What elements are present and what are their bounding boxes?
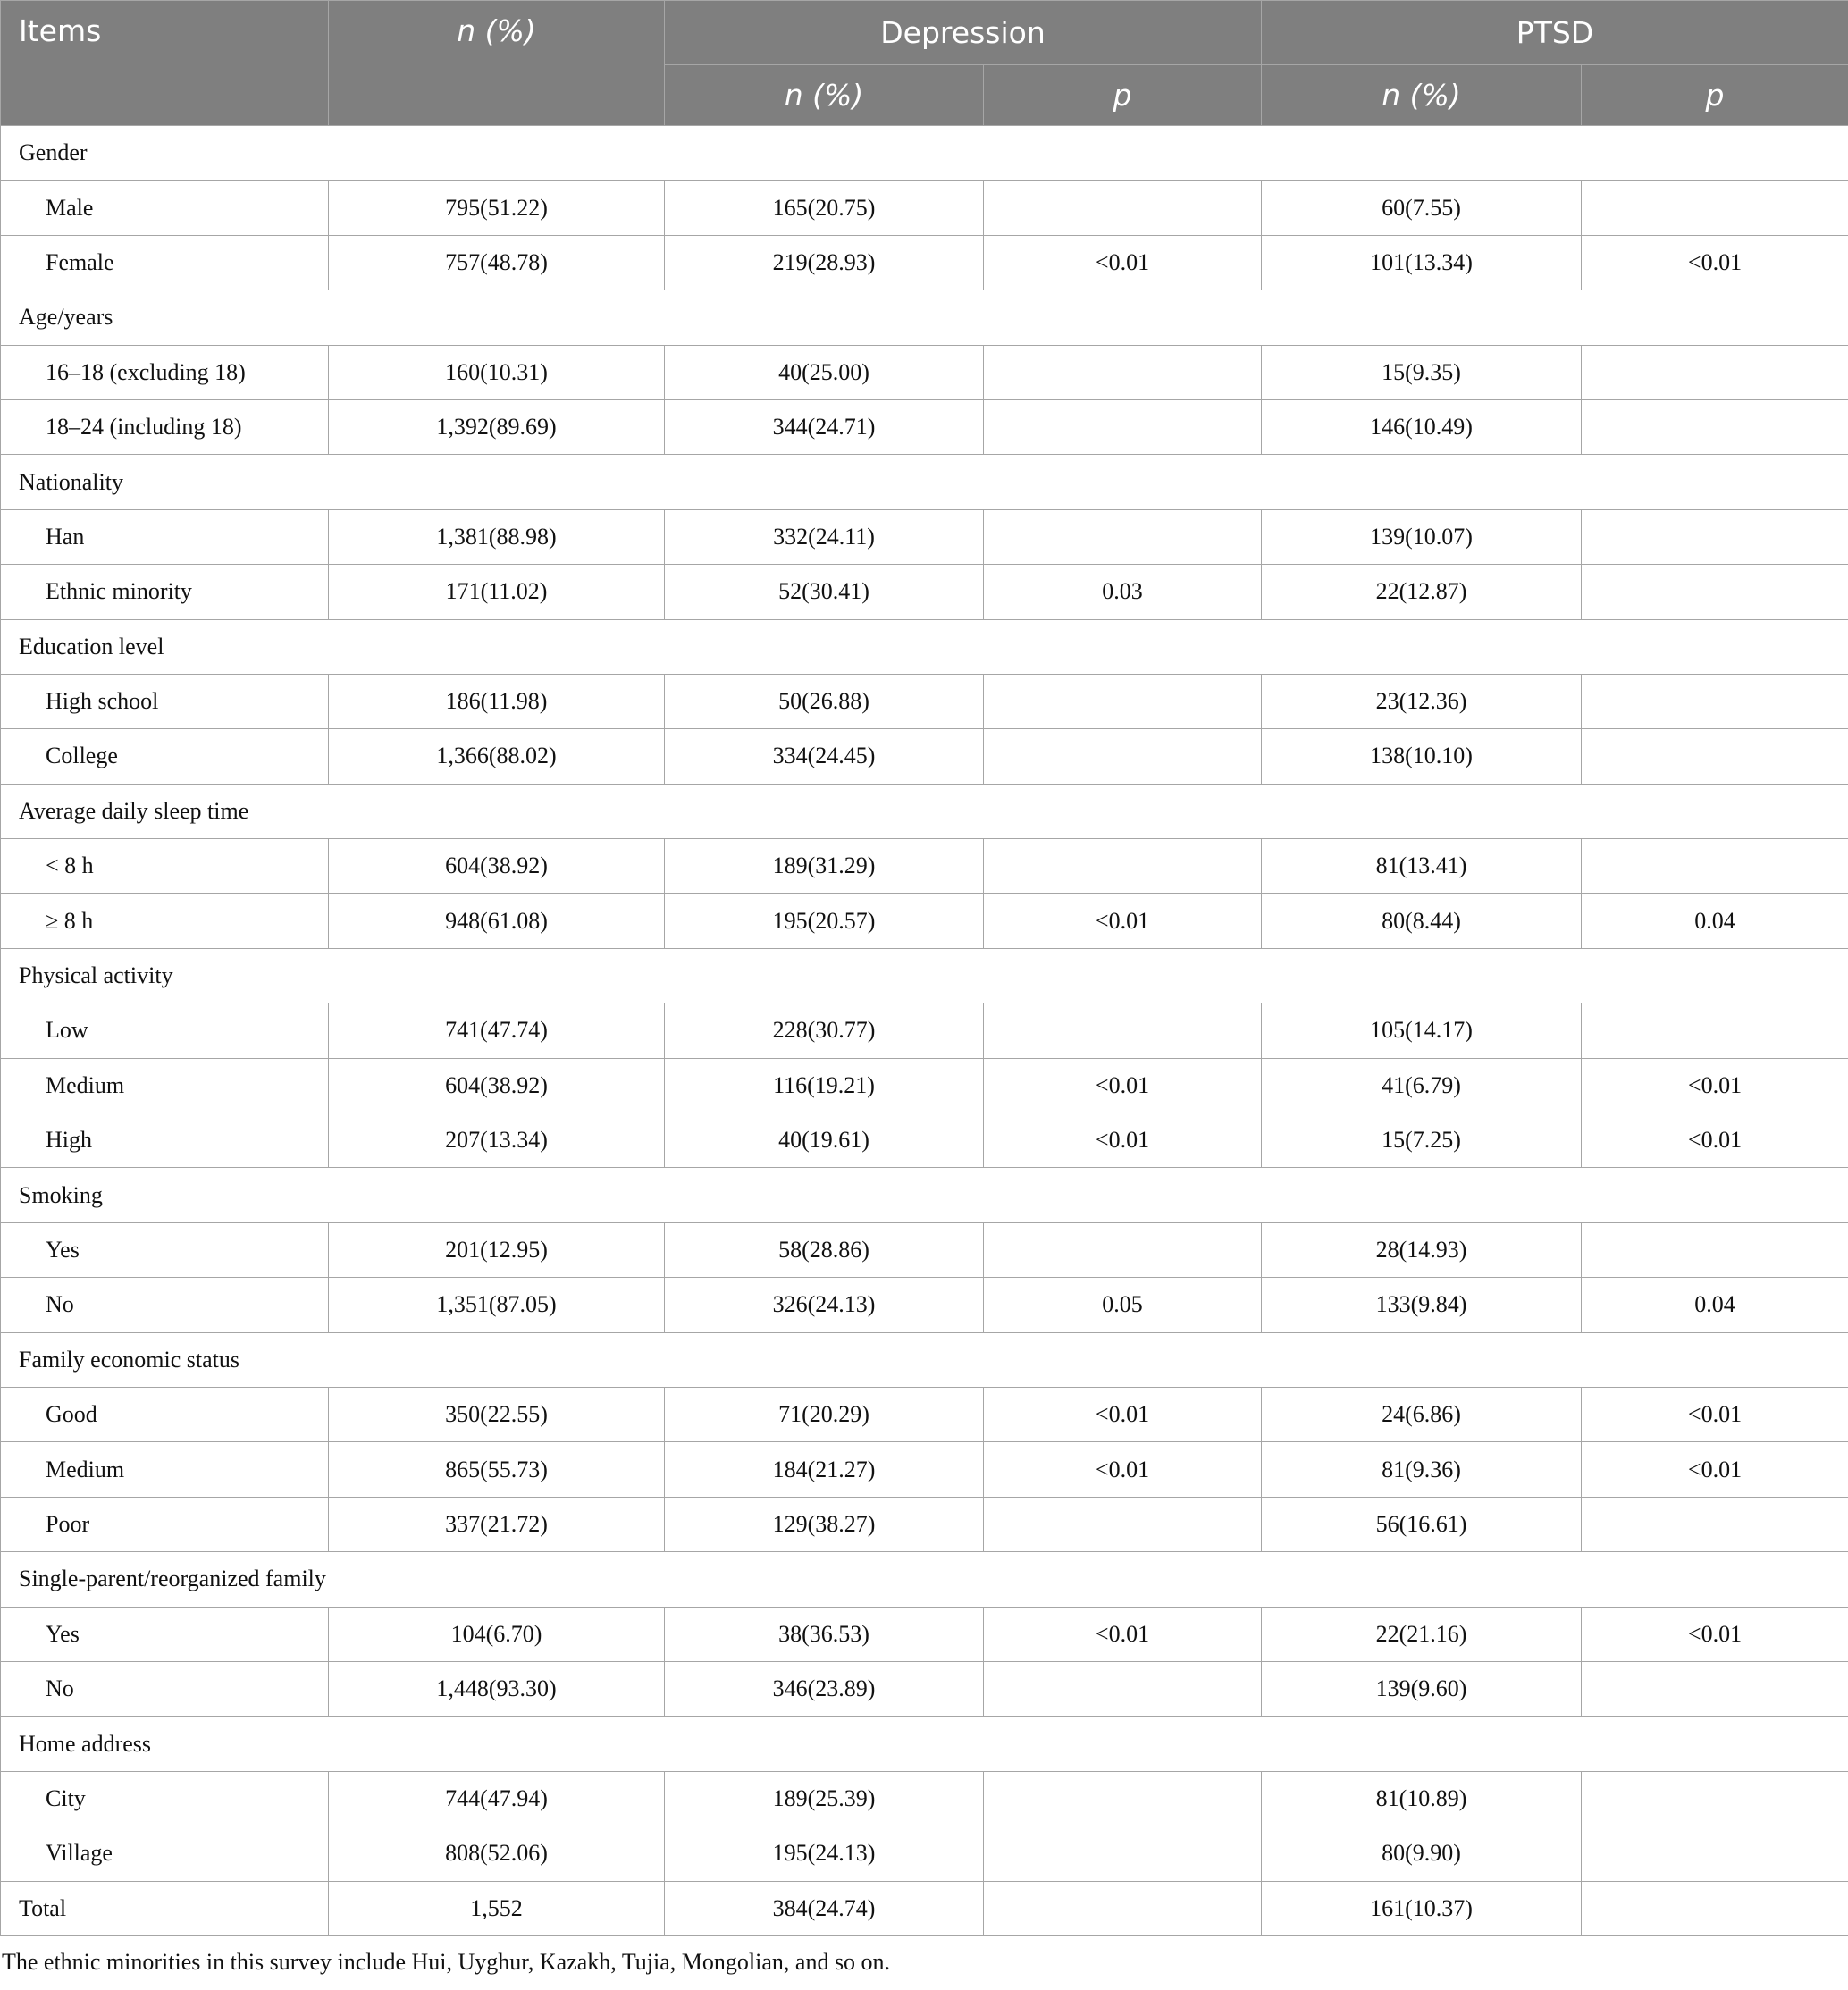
cell-depression-p: 0.05: [984, 1278, 1262, 1332]
header-ptsd-n-pct: n (%): [1262, 65, 1582, 126]
cell-n-pct: 757(48.78): [329, 235, 665, 290]
table-row: [1, 1661, 1848, 1716]
table-row: [1, 1058, 1848, 1113]
row-label: Yes: [1, 1607, 329, 1661]
header-depression-n-pct: n (%): [665, 65, 984, 126]
cell-ptsd-n-pct: 138(10.10): [1262, 729, 1582, 784]
cell-depression-p: [984, 839, 1262, 894]
total-row: [1, 1881, 1848, 1935]
cell-n-pct: 604(38.92): [329, 1058, 665, 1113]
table-row: [1, 1278, 1848, 1332]
group-label: Physical activity: [1, 948, 1848, 1003]
cell-depression-p: [984, 1826, 1262, 1881]
group-row: [1, 619, 1848, 674]
cell-depression-n-pct: 40(19.61): [665, 1113, 984, 1168]
cell-depression-n-pct: 384(24.74): [665, 1881, 984, 1935]
group-row: [1, 784, 1848, 838]
group-label: Education level: [1, 619, 1848, 674]
cell-depression-p: [984, 1222, 1262, 1277]
cell-n-pct: 604(38.92): [329, 839, 665, 894]
row-label: High school: [1, 674, 329, 728]
cell-depression-n-pct: 40(25.00): [665, 345, 984, 399]
table-row: [1, 181, 1848, 235]
cell-n-pct: 207(13.34): [329, 1113, 665, 1168]
table-row: [1, 1826, 1848, 1881]
cell-n-pct: 350(22.55): [329, 1387, 665, 1441]
row-label: Poor: [1, 1497, 329, 1551]
cell-ptsd-p: [1582, 1826, 1848, 1881]
group-row: [1, 290, 1848, 345]
cell-ptsd-p: <0.01: [1582, 1442, 1848, 1497]
row-label: Yes: [1, 1222, 329, 1277]
row-label: Male: [1, 181, 329, 235]
cell-ptsd-n-pct: 22(12.87): [1262, 565, 1582, 619]
cell-ptsd-n-pct: 15(9.35): [1262, 345, 1582, 399]
cell-ptsd-p: [1582, 509, 1848, 564]
group-row: [1, 1552, 1848, 1607]
cell-ptsd-n-pct: 139(9.60): [1262, 1661, 1582, 1716]
cell-ptsd-n-pct: 24(6.86): [1262, 1387, 1582, 1441]
group-row: [1, 1168, 1848, 1222]
row-label: Medium: [1, 1058, 329, 1113]
cell-ptsd-p: [1582, 1222, 1848, 1277]
table-row: [1, 1607, 1848, 1661]
row-label: Total: [1, 1881, 329, 1935]
row-label: High: [1, 1113, 329, 1168]
cell-ptsd-p: <0.01: [1582, 1607, 1848, 1661]
cell-depression-p: [984, 1003, 1262, 1058]
cell-depression-n-pct: 116(19.21): [665, 1058, 984, 1113]
cell-depression-n-pct: 50(26.88): [665, 674, 984, 728]
table-row: [1, 1113, 1848, 1168]
cell-ptsd-n-pct: 133(9.84): [1262, 1278, 1582, 1332]
row-label: No: [1, 1278, 329, 1332]
table-row: [1, 1003, 1848, 1058]
cell-ptsd-p: [1582, 1003, 1848, 1058]
cell-depression-p: [984, 1881, 1262, 1935]
cell-n-pct: 1,351(87.05): [329, 1278, 665, 1332]
cell-ptsd-p: [1582, 839, 1848, 894]
cell-ptsd-p: [1582, 1881, 1848, 1935]
group-label: Home address: [1, 1717, 1848, 1771]
cell-depression-n-pct: 184(21.27): [665, 1442, 984, 1497]
group-label: Nationality: [1, 455, 1848, 509]
group-label: Average daily sleep time: [1, 784, 1848, 838]
cell-depression-n-pct: 52(30.41): [665, 565, 984, 619]
table-row: [1, 345, 1848, 399]
row-label: ≥ 8 h: [1, 894, 329, 948]
cell-depression-p: [984, 181, 1262, 235]
table-row: [1, 674, 1848, 728]
row-label: Good: [1, 1387, 329, 1441]
table-row: [1, 729, 1848, 784]
cell-ptsd-p: <0.01: [1582, 1058, 1848, 1113]
table-header: [1, 1, 1848, 126]
cell-n-pct: 337(21.72): [329, 1497, 665, 1551]
cell-ptsd-n-pct: 15(7.25): [1262, 1113, 1582, 1168]
table-row: [1, 894, 1848, 948]
table-row: [1, 565, 1848, 619]
table-body: [1, 126, 1848, 1936]
table-row: [1, 839, 1848, 894]
cell-depression-p: [984, 509, 1262, 564]
cell-depression-n-pct: 219(28.93): [665, 235, 984, 290]
cell-depression-p: [984, 399, 1262, 454]
cell-n-pct: 865(55.73): [329, 1442, 665, 1497]
cell-depression-p: [984, 1661, 1262, 1716]
cell-ptsd-p: <0.01: [1582, 235, 1848, 290]
group-row: [1, 126, 1848, 181]
cell-depression-n-pct: 344(24.71): [665, 399, 984, 454]
table-row: [1, 1771, 1848, 1826]
cell-ptsd-n-pct: 22(21.16): [1262, 1607, 1582, 1661]
cell-ptsd-p: [1582, 729, 1848, 784]
cell-ptsd-n-pct: 161(10.37): [1262, 1881, 1582, 1935]
cell-ptsd-p: [1582, 1497, 1848, 1551]
cell-depression-p: <0.01: [984, 1442, 1262, 1497]
group-label: Family economic status: [1, 1332, 1848, 1387]
cell-depression-p: [984, 1497, 1262, 1551]
cell-n-pct: 1,366(88.02): [329, 729, 665, 784]
cell-ptsd-p: [1582, 399, 1848, 454]
row-label: 16–18 (excluding 18): [1, 345, 329, 399]
cell-ptsd-n-pct: 23(12.36): [1262, 674, 1582, 728]
cell-depression-n-pct: 189(31.29): [665, 839, 984, 894]
header-items: Items: [1, 1, 329, 126]
cell-depression-p: <0.01: [984, 1113, 1262, 1168]
cell-ptsd-p: <0.01: [1582, 1387, 1848, 1441]
row-label: College: [1, 729, 329, 784]
cell-depression-n-pct: 332(24.11): [665, 509, 984, 564]
group-row: [1, 455, 1848, 509]
cell-n-pct: 1,392(89.69): [329, 399, 665, 454]
group-row: [1, 948, 1848, 1003]
row-label: Medium: [1, 1442, 329, 1497]
cell-ptsd-n-pct: 81(9.36): [1262, 1442, 1582, 1497]
cell-ptsd-n-pct: 146(10.49): [1262, 399, 1582, 454]
cell-depression-n-pct: 71(20.29): [665, 1387, 984, 1441]
cell-ptsd-n-pct: 105(14.17): [1262, 1003, 1582, 1058]
table-footnote: The ethnic minorities in this survey include Hui, Uyghur, Kazakh, Tujia, Mongolian, and so on.: [2, 1948, 891, 1975]
cell-ptsd-n-pct: 28(14.93): [1262, 1222, 1582, 1277]
cell-depression-p: <0.01: [984, 1607, 1262, 1661]
cell-ptsd-p: [1582, 674, 1848, 728]
cell-ptsd-n-pct: 81(13.41): [1262, 839, 1582, 894]
header-ptsd: PTSD: [1262, 1, 1848, 65]
table-row: [1, 1442, 1848, 1497]
cell-n-pct: 948(61.08): [329, 894, 665, 948]
cell-ptsd-n-pct: 139(10.07): [1262, 509, 1582, 564]
cell-ptsd-p: [1582, 1771, 1848, 1826]
row-label: No: [1, 1661, 329, 1716]
row-label: Village: [1, 1826, 329, 1881]
cell-ptsd-n-pct: 41(6.79): [1262, 1058, 1582, 1113]
cell-n-pct: 104(6.70): [329, 1607, 665, 1661]
row-label: < 8 h: [1, 839, 329, 894]
cell-depression-n-pct: 38(36.53): [665, 1607, 984, 1661]
header-depression-p: p: [984, 65, 1262, 126]
cell-depression-n-pct: 346(23.89): [665, 1661, 984, 1716]
cell-depression-n-pct: 326(24.13): [665, 1278, 984, 1332]
cell-depression-n-pct: 334(24.45): [665, 729, 984, 784]
cell-ptsd-p: 0.04: [1582, 1278, 1848, 1332]
cell-depression-n-pct: 195(24.13): [665, 1826, 984, 1881]
row-label: Ethnic minority: [1, 565, 329, 619]
header-depression: Depression: [665, 1, 1262, 65]
cell-ptsd-n-pct: 56(16.61): [1262, 1497, 1582, 1551]
cell-depression-p: [984, 1771, 1262, 1826]
cell-depression-n-pct: 228(30.77): [665, 1003, 984, 1058]
table-row: [1, 235, 1848, 290]
header-n-pct: n (%): [329, 1, 665, 126]
cell-ptsd-n-pct: 81(10.89): [1262, 1771, 1582, 1826]
cell-depression-p: [984, 729, 1262, 784]
cell-ptsd-p: [1582, 565, 1848, 619]
cell-depression-n-pct: 195(20.57): [665, 894, 984, 948]
group-label: Single-parent/reorganized family: [1, 1552, 1848, 1607]
cell-depression-n-pct: 129(38.27): [665, 1497, 984, 1551]
cell-depression-n-pct: 58(28.86): [665, 1222, 984, 1277]
cell-depression-p: <0.01: [984, 894, 1262, 948]
cell-n-pct: 1,448(93.30): [329, 1661, 665, 1716]
group-row: [1, 1332, 1848, 1387]
table-row: [1, 1387, 1848, 1441]
cell-depression-p: 0.03: [984, 565, 1262, 619]
cell-depression-p: <0.01: [984, 1058, 1262, 1113]
cell-depression-p: [984, 674, 1262, 728]
cell-n-pct: 808(52.06): [329, 1826, 665, 1881]
cell-depression-n-pct: 189(25.39): [665, 1771, 984, 1826]
table-row: [1, 509, 1848, 564]
table-row: [1, 399, 1848, 454]
cell-ptsd-p: 0.04: [1582, 894, 1848, 948]
cell-ptsd-n-pct: 101(13.34): [1262, 235, 1582, 290]
row-label: City: [1, 1771, 329, 1826]
header-ptsd-p: p: [1582, 65, 1848, 126]
cell-ptsd-p: [1582, 1661, 1848, 1716]
cell-ptsd-n-pct: 60(7.55): [1262, 181, 1582, 235]
cell-ptsd-p: [1582, 181, 1848, 235]
cell-n-pct: 160(10.31): [329, 345, 665, 399]
cell-ptsd-p: <0.01: [1582, 1113, 1848, 1168]
cell-depression-n-pct: 165(20.75): [665, 181, 984, 235]
row-label: Han: [1, 509, 329, 564]
row-label: Female: [1, 235, 329, 290]
cell-n-pct: 744(47.94): [329, 1771, 665, 1826]
cell-ptsd-n-pct: 80(9.90): [1262, 1826, 1582, 1881]
row-label: 18–24 (including 18): [1, 399, 329, 454]
cell-depression-p: <0.01: [984, 1387, 1262, 1441]
cell-ptsd-p: [1582, 345, 1848, 399]
cell-n-pct: 1,381(88.98): [329, 509, 665, 564]
group-row: [1, 1717, 1848, 1771]
cell-n-pct: 171(11.02): [329, 565, 665, 619]
cell-n-pct: 201(12.95): [329, 1222, 665, 1277]
cell-n-pct: 186(11.98): [329, 674, 665, 728]
cell-ptsd-n-pct: 80(8.44): [1262, 894, 1582, 948]
group-label: Smoking: [1, 1168, 1848, 1222]
cell-n-pct: 795(51.22): [329, 181, 665, 235]
group-label: Gender: [1, 126, 1848, 181]
group-label: Age/years: [1, 290, 1848, 345]
cell-depression-p: [984, 345, 1262, 399]
table-row: [1, 1497, 1848, 1551]
cell-depression-p: <0.01: [984, 235, 1262, 290]
row-label: Low: [1, 1003, 329, 1058]
cell-n-pct: 741(47.74): [329, 1003, 665, 1058]
cell-n-pct: 1,552: [329, 1881, 665, 1935]
table-row: [1, 1222, 1848, 1277]
